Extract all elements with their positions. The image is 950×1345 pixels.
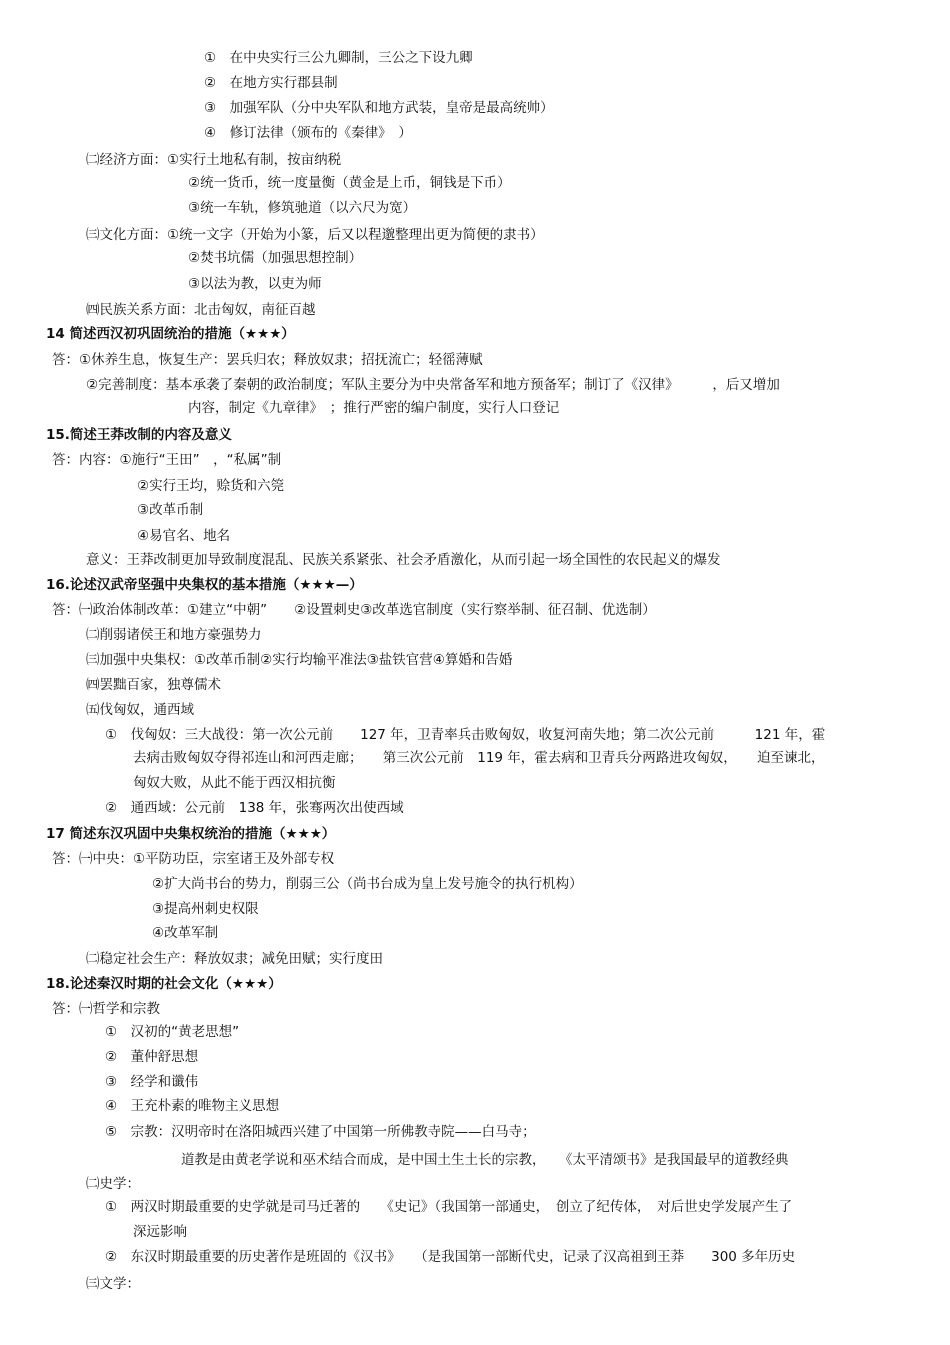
text-line: ② 在地方实行郡县制 [204,75,338,91]
text-line: ⑤ 宗教：汉明帝时在洛阳城西兴建了中国第一所佛教寺院——白马寺； [105,1124,536,1140]
text-line: ① 伐匈奴：三大战役：第一次公元前 127 年，卫青率兵击败匈奴，收复河南失地；第二次公元前 121 年，霍 [105,727,826,743]
text-line: ②完善制度：基本承袭了秦朝的政治制度；军队主要分为中央常备军和地方预备军；制订了《汉律》 ，后又增加 [86,377,780,393]
text-line: ②焚书坑儒（加强思想控制） [188,250,363,266]
text-line: ㈣罢黜百家，独尊儒术 [86,677,221,693]
text-line: ① 在中央实行三公九卿制，三公之下设九卿 [204,50,473,66]
text-line: 深远影响 [133,1224,187,1240]
text-line: ② 东汉时期最重要的历史著作是班固的《汉书》 （是我国第一部断代史，记录了汉高祖到王莽 300 多年历史 [105,1249,796,1265]
text-line: ㈡史学： [86,1176,140,1192]
text-line: ④易官名、地名 [137,528,231,544]
text-line: ②扩大尚书台的势力，削弱三公（尚书台成为皇上发号施令的执行机构） [152,876,583,892]
text-line: 内容，制定《九章律》 ；推行严密的编户制度，实行人口登记 [188,400,560,416]
text-line: 去病击败匈奴夺得祁连山和河西走廊； 第三次公元前 119 年，霍去病和卫青兵分两路进攻匈奴， 迫至谏北， [133,750,825,766]
question-heading: 14 简述西汉初巩固统治的措施（★★★） [46,326,295,342]
text-line: ③提高州刺史权限 [152,901,259,917]
text-line: ㈢文学： [86,1276,140,1292]
text-line: ③以法为教，以吏为师 [188,276,322,292]
text-line: ㈡经济方面：①实行土地私有制，按亩纳税 [86,152,342,168]
text-line: ㈢文化方面：①统一文字（开始为小篆，后又以程邈整理出更为简便的隶书） [86,227,544,243]
text-line: ① 汉初的“黄老思想” [105,1024,240,1040]
text-line: ㈣民族关系方面：北击匈奴，南征百越 [86,302,316,318]
text-line: ②实行王均，赊货和六筦 [137,478,285,494]
text-line: ④改革军制 [152,925,219,941]
text-line: ④ 王充朴素的唯物主义思想 [105,1098,280,1114]
text-line: ③统一车轨，修筑驰道（以六尺为宽） [188,200,417,216]
text-line: 答：①休养生息，恢复生产：罢兵归农；释放奴隶；招抚流亡；轻徭薄赋 [52,352,483,368]
text-line: 答：内容：①施行“王田” ，“私属”制 [52,452,282,468]
question-heading: 16.论述汉武帝坚强中央集权的基本措施（★★★—） [46,577,363,593]
text-line: ③ 加强军队（分中央军队和地方武装，皇帝是最高统帅） [204,100,554,116]
text-line: ② 董仲舒思想 [105,1049,199,1065]
text-line: 答：㈠哲学和宗教 [52,1001,160,1017]
text-line: ㈡稳定社会生产：释放奴隶；减免田赋；实行度田 [86,951,383,967]
text-line: ① 两汉时期最重要的史学就是司马迁著的 《史记》（我国第一部通史， 创立了纪传体， 对后世史学发展产生了 [105,1199,793,1215]
text-line: 意义：王莽改制更加导致制度混乱、民族关系紧张、社会矛盾激化，从而引起一场全国性的农民起义的爆发 [86,552,721,568]
text-line: ③改革币制 [137,502,204,518]
text-line: ②统一货币，统一度量衡（黄金是上币，铜钱是下币） [188,175,511,191]
text-line: ③ 经学和谶伟 [105,1074,199,1090]
text-line: ② 通西域：公元前 138 年，张骞两次出使西域 [105,800,404,816]
text-line: ㈤伐匈奴，通西域 [86,702,194,718]
question-heading: 18.论述秦汉时期的社会文化（★★★） [46,976,282,992]
question-heading: 17 简述东汉巩固中央集权统治的措施（★★★） [46,826,336,842]
question-heading: 15.简述王莽改制的内容及意义 [46,427,232,443]
text-line: ㈡削弱诸侯王和地方豪强势力 [86,627,262,643]
text-line: ④ 修订法律（颁布的《秦律》 ） [204,125,412,141]
text-line: ㈢加强中央集权：①改革币制②实行均输平准法③盐铁官营④算婚和告婚 [86,652,513,668]
text-line: 答：㈠政治体制改革：①建立“中朝” ②设置刺史③改革选官制度（实行察举制、征召制、优选制） [52,602,656,618]
text-line: 道教是由黄老学说和巫术结合而成，是中国土生土长的宗教， 《太平清颂书》是我国最早的道教经典 [181,1152,789,1168]
text-line: 匈奴大败，从此不能于西汉相抗衡 [133,775,336,791]
text-line: 答：㈠中央：①平防功臣，宗室诸王及外部专权 [52,851,335,867]
